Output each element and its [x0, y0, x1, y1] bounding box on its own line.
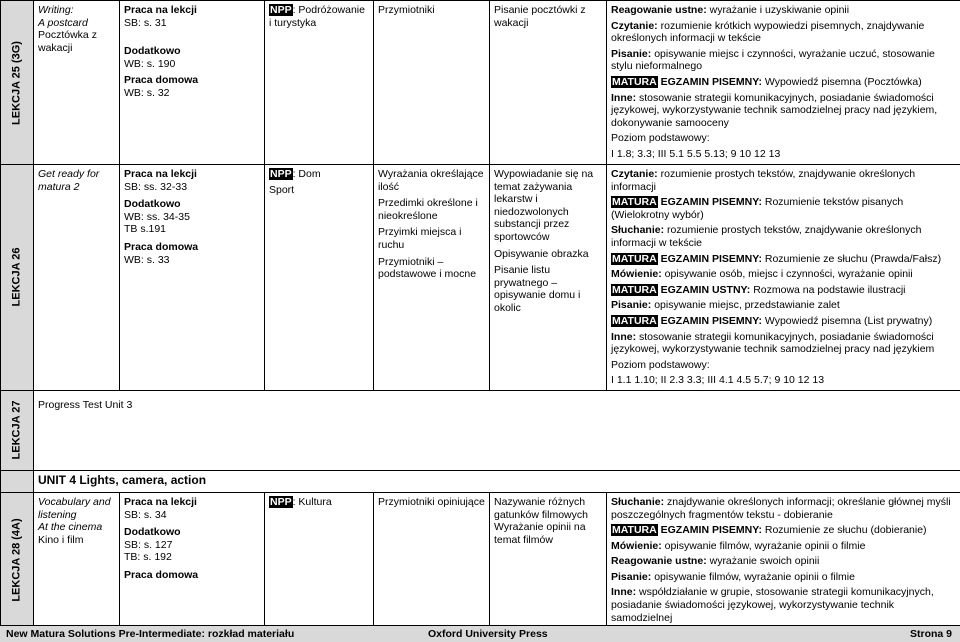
pages-cell [120, 165, 265, 391]
page-footer [0, 625, 960, 642]
skill-text: rozumienie prostych tekstów, znajdywanie określonych informacji w tekście [611, 224, 921, 249]
skill-label: Mówienie: [611, 268, 662, 280]
lesson-row [1, 390, 960, 470]
functions-cell [490, 492, 607, 627]
lesson-label-cell [1, 165, 34, 391]
pages-head: Dodatkowo [124, 198, 260, 211]
topic-cell [34, 165, 120, 391]
unit-header-row [1, 470, 960, 492]
function-item: Wypowiadanie się na temat zażywania lekarstw i niedozwolonych substancji przez sportowców [494, 168, 602, 244]
topic-cell [34, 492, 120, 627]
topic-line: Vocabulary and listening [38, 496, 115, 521]
matura-tag: MATURA [611, 253, 658, 265]
skill-line [611, 315, 956, 328]
skill-text: Rozumienie ze słuchu (dobieranie) [762, 524, 927, 536]
pages-value: WB: s. 33 [124, 254, 260, 267]
grammar-item: Przedimki określone i nieokreślone [378, 197, 485, 222]
pages-value: WB: s. 190 [124, 58, 260, 71]
skill-line [611, 284, 956, 297]
skill-text: Poziom podstawowy: [611, 132, 710, 144]
skill-line [611, 148, 956, 161]
npp-topic: : Kultura [293, 496, 332, 508]
matura-tag: MATURA [611, 524, 658, 536]
grammar-cell [374, 492, 490, 627]
lesson-label-cell [1, 492, 34, 627]
lesson-label-cell [1, 470, 34, 492]
unit-header: UNIT 4 Lights, camera, action [38, 473, 206, 487]
skill-text: rozumienie prostych tekstów, znajdywanie określonych informacji [611, 168, 915, 193]
grammar-item: Przymiotniki – podstawowe i mocne [378, 256, 485, 281]
skill-text: opisywanie filmów, wyrażanie opinii o filmie [651, 571, 855, 583]
pages-value: WB: ss. 34-35 [124, 211, 260, 224]
skill-text: rozumienie krótkich wypowiedzi pisemnych, znajdywanie określonych informacji w tekście [611, 20, 924, 45]
skill-line [611, 374, 956, 387]
pages-head: Praca domowa [124, 569, 260, 582]
skill-line [611, 555, 956, 568]
npp-topic: : Dom [293, 168, 321, 180]
npp-tag: NPP [269, 168, 293, 180]
progress-test-cell [34, 390, 960, 470]
footer-page-number: Strona 9 [910, 626, 952, 642]
skill-label: EGZAMIN PISEMNY: [658, 315, 762, 327]
skill-text: opisywanie miejsc i czynności, wyrażanie uczuć, stosowanie stylu nieformalnego [611, 48, 935, 73]
grammar-item: Przyimki miejsca i ruchu [378, 226, 485, 251]
skill-line [611, 496, 956, 521]
pages-head: Praca na lekcji [124, 496, 260, 509]
skill-line [611, 4, 956, 17]
skill-label: Pisanie: [611, 48, 651, 60]
lesson-row [1, 165, 960, 391]
lesson-label: LEKCJA 27 [11, 401, 24, 460]
skill-line [611, 331, 956, 356]
pages-value: TB s.191 [124, 223, 260, 236]
skill-text: stosowanie strategii komunikacyjnych, posiadanie świadomości językowej, wykorzystywanie technik samodzielnej pracy nad językiem, dokonywanie samooceny [611, 92, 937, 129]
skill-text: Wypowiedź pisemna (List prywatny) [762, 315, 932, 327]
matura-tag: MATURA [611, 196, 658, 208]
pages-head: Praca domowa [124, 241, 260, 254]
skill-line [611, 268, 956, 281]
topic-line: Pocztówka z wakacji [38, 29, 115, 54]
skills-cell [607, 1, 960, 165]
skill-label: Inne: [611, 92, 636, 104]
skill-text: I 1.8; 3.3; III 5.1 5.5 5.13; 9 10 12 13 [611, 148, 780, 160]
pages-head: Dodatkowo [124, 526, 260, 539]
lesson-row [1, 492, 960, 627]
skill-line [611, 586, 956, 624]
skill-line [611, 224, 956, 249]
functions-cell [490, 165, 607, 391]
skill-line [611, 253, 956, 266]
skill-text: opisywanie miejsc, przedstawianie zalet [651, 299, 840, 311]
function-item: Pisanie listu prywatnego – opisywanie domu i okolic [494, 264, 602, 314]
skill-label: Inne: [611, 586, 636, 598]
skills-cell [607, 492, 960, 627]
topic-line: Kino i film [38, 534, 115, 547]
skill-line [611, 132, 956, 145]
skill-line [611, 168, 956, 193]
skills-cell [607, 165, 960, 391]
skill-label: EGZAMIN PISEMNY: [658, 76, 762, 88]
skill-label: Czytanie: [611, 20, 658, 32]
function-item: Wyrażanie opinii na temat filmów [494, 521, 602, 546]
lesson-row [1, 1, 960, 165]
skill-label: EGZAMIN PISEMNY: [658, 524, 762, 536]
npp-topic: : Podróżowanie i turystyka [269, 4, 365, 29]
function-item: Opisywanie obrazka [494, 248, 602, 261]
skill-text: znajdywanie określonych informacji; określanie głównej myśli poszczególnych fragmentów tekstu - dobieranie [611, 496, 951, 521]
pages-value: TB: s. 192 [124, 551, 260, 564]
skill-line [611, 20, 956, 45]
pages-head: Dodatkowo [124, 45, 260, 58]
footer-title: New Matura Solutions Pre-Intermediate: rozkład materiału [6, 626, 294, 642]
skill-text: wyrażanie swoich opinii [707, 555, 820, 567]
lesson-label-cell [1, 390, 34, 470]
topic-line: Writing: [38, 4, 115, 17]
npp-tag: NPP [269, 496, 293, 508]
pages-cell [120, 492, 265, 627]
pages-head: Praca na lekcji [124, 4, 260, 17]
topic-line: Get ready for matura 2 [38, 168, 115, 193]
skill-line [611, 92, 956, 130]
lesson-label: LEKCJA 28 (4A) [11, 518, 24, 601]
skill-label: Słuchanie: [611, 496, 664, 508]
skill-text: opisywanie osób, miejsc i czynności, wyrażanie opinii [662, 268, 913, 280]
skill-text: stosowanie strategii komunikacyjnych, posiadanie świadomości językowej, wykorzystywanie technik samodzielnej pracy nad językiem [611, 331, 934, 356]
skill-line [611, 359, 956, 372]
skill-line [611, 524, 956, 537]
skill-label: Reagowanie ustne: [611, 555, 707, 567]
pages-value: SB: s. 31 [124, 17, 260, 30]
skill-line [611, 48, 956, 73]
function-item: Pisanie pocztówki z wakacji [494, 4, 602, 29]
skill-label: Pisanie: [611, 571, 651, 583]
skill-label: EGZAMIN PISEMNY: [658, 196, 762, 208]
lesson-label: LEKCJA 25 (3G) [11, 41, 24, 125]
pages-value: SB: s. 34 [124, 509, 260, 522]
lesson-label: LEKCJA 26 [11, 248, 24, 307]
grammar-item: Przymiotniki opiniujące [378, 496, 485, 509]
skill-label: Inne: [611, 331, 636, 343]
skill-text: opisywanie filmów, wyrażanie opinii o filmie [662, 540, 866, 552]
skill-text: Rozumienie tekstów pisanych (Wielokrotny wybór) [611, 196, 903, 221]
npp-topic: Sport [269, 184, 369, 197]
npp-cell [265, 165, 374, 391]
pages-head: Praca na lekcji [124, 168, 260, 181]
skill-label: EGZAMIN PISEMNY: [658, 253, 762, 265]
skill-text: Poziom podstawowy: [611, 359, 710, 371]
npp-tag: NPP [269, 4, 293, 16]
lesson-label-cell [1, 1, 34, 165]
pages-value: WB: s. 32 [124, 87, 260, 100]
pages-cell [120, 1, 265, 165]
matura-tag: MATURA [611, 284, 658, 296]
skill-text: Rozumienie ze słuchu (Prawda/Fałsz) [762, 253, 941, 265]
skill-line [611, 299, 956, 312]
skill-label: EGZAMIN USTNY: [658, 284, 751, 296]
skill-label: Mówienie: [611, 540, 662, 552]
topic-cell [34, 1, 120, 165]
skill-line [611, 571, 956, 584]
pages-value: SB: ss. 32-33 [124, 181, 260, 194]
skill-label: Czytanie: [611, 168, 658, 180]
npp-cell [265, 492, 374, 627]
skill-line [611, 76, 956, 89]
pages-value: SB: s. 127 [124, 539, 260, 552]
topic-line: A postcard [38, 17, 115, 30]
skill-line [611, 196, 956, 221]
footer-publisher: Oxford University Press [428, 626, 548, 642]
skill-text: Wypowiedź pisemna (Pocztówka) [762, 76, 922, 88]
pages-head: Praca domowa [124, 74, 260, 87]
skill-text: współdziałanie w grupie, stosowanie strategii komunikacyjnych, posiadanie świadomości językowej, wykorzystywanie technik samodzielnej [611, 586, 934, 623]
matura-tag: MATURA [611, 315, 658, 327]
npp-cell [265, 1, 374, 165]
skill-text: wyrażanie i uzyskiwanie opinii [707, 4, 849, 16]
skill-label: Pisanie: [611, 299, 651, 311]
grammar-cell [374, 165, 490, 391]
grammar-item: Przymiotniki [378, 4, 485, 17]
skill-text: I 1.1 1.10; II 2.3 3.3; III 4.1 4.5 5.7; 9 10 12 13 [611, 374, 824, 386]
skill-label: Reagowanie ustne: [611, 4, 707, 16]
skill-label: Słuchanie: [611, 224, 664, 236]
matura-tag: MATURA [611, 76, 658, 88]
skill-text: Rozmowa na podstawie ilustracji [750, 284, 905, 296]
grammar-item: Wyrażania określające ilość [378, 168, 485, 193]
grammar-cell [374, 1, 490, 165]
topic-line: At the cinema [38, 521, 115, 534]
function-item: Nazywanie różnych gatunków filmowych [494, 496, 602, 521]
functions-cell [490, 1, 607, 165]
skill-line [611, 540, 956, 553]
unit-header-cell [34, 470, 960, 492]
progress-test-text: Progress Test Unit 3 [38, 399, 132, 411]
